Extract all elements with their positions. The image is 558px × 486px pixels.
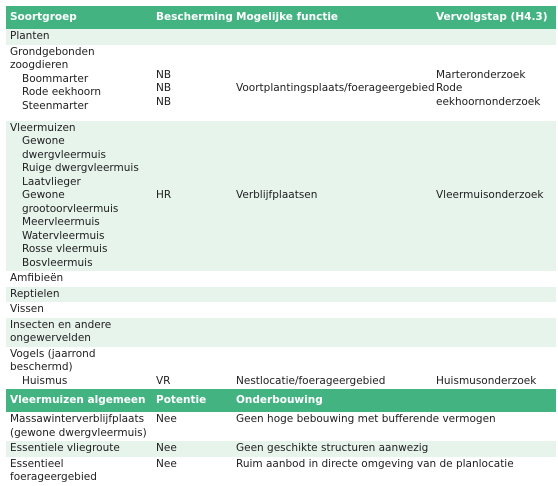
header2-col2: Potentie (152, 389, 232, 412)
zoogdieren-title: Grondgebonden zoogdieren (10, 45, 95, 71)
species-huismus: Huismus (22, 374, 68, 387)
species-table (6, 6, 556, 486)
cell-planten: Planten (6, 29, 152, 45)
cell-insecten: Insecten en andere ongewervelden (6, 318, 152, 347)
cell-vliegroute-name: Essentiele vliegroute (6, 441, 152, 457)
cell-zoog-functie: Voortplantingsplaats/foerageergebied (232, 45, 432, 121)
cell-reptielen: Reptielen (6, 287, 152, 303)
cell-vogels-vervolgstap: Huismusonderzoek (432, 347, 556, 390)
cell-foerageergebied-name: Essentieel foerageergebied (6, 457, 152, 486)
row-vogels (6, 347, 556, 390)
cell-massawinter-name: Massawinterverblijfplaats (gewone dwergvleermuis) (6, 412, 152, 441)
species-boommarter: Boommarter (22, 72, 89, 85)
header-vervolgstap: Vervolgstap (H4.3) (432, 6, 556, 29)
cell-vleer-vervolgstap: Vleermuisonderzoek (432, 121, 556, 272)
cell-foerageergebied-potentie: Nee (152, 457, 232, 486)
vleermuizen-title: Vleermuizen (10, 121, 76, 134)
row-vissen (6, 302, 556, 318)
cell-foerageergebied-onderbouwing: Ruim aanbod in directe omgeving van de planlocatie (232, 457, 556, 486)
row-zoogdieren (6, 45, 556, 121)
cell-vogels-functie: Nestlocatie/foerageergebied (232, 347, 432, 390)
species-rode-eekhoorn: Rode eekhoorn (22, 86, 102, 98)
cell-massawinter-potentie: Nee (152, 412, 232, 441)
table-header (6, 6, 556, 29)
cell-vleermuizen: Vleermuizen Gewone dwergvleermuis Ruige dwergvleermuis Laatvlieger Gewone grootoorvleermuis Meervleermuis Watervleermuis Rosse vleermuis Bosvleermuis (6, 121, 152, 272)
cell-vleer-functie: Verblijfplaatsen (232, 121, 432, 272)
cell-zoogdieren (6, 45, 152, 121)
header-soortgroep: Soortgroep (6, 6, 152, 29)
header-bescherming: Bescherming (152, 6, 232, 29)
cell-zoog-bescherming: NB NB NB (152, 45, 232, 121)
header2-col3: Onderbouwing (232, 389, 556, 412)
header-functie: Mogelijke functie (232, 6, 432, 29)
cell-vleer-bescherming: HR (152, 121, 232, 272)
cell-amfibieen: Amfibieën (6, 271, 152, 287)
table-header-2 (6, 389, 556, 412)
row-massawinter (6, 412, 556, 441)
cell-zoog-vervolgstap: Marteronderzoek Rode eekhoornonderzoek (432, 45, 556, 121)
vogels-title: Vogels (jaarrond beschermd) (10, 347, 96, 373)
row-planten (6, 29, 556, 45)
cell-vissen: Vissen (6, 302, 152, 318)
row-reptielen (6, 287, 556, 303)
cell-massawinter-onderbouwing: Geen hoge bebouwing met bufferende vermogen (232, 412, 556, 441)
cell-vogels (6, 347, 152, 390)
row-foerageergebied (6, 457, 556, 486)
cell-vogels-bescherming: VR (152, 347, 232, 390)
cell-vliegroute-potentie: Nee (152, 441, 232, 457)
row-vleermuizen (6, 121, 556, 272)
cell-vliegroute-onderbouwing: Geen geschikte structuren aanwezig (232, 441, 556, 457)
row-vliegroute (6, 441, 556, 457)
row-amfibieen (6, 271, 556, 287)
row-insecten (6, 318, 556, 347)
species-steenmarter: Steenmarter (22, 99, 89, 112)
header2-col1: Vleermuizen algemeen (6, 389, 152, 412)
